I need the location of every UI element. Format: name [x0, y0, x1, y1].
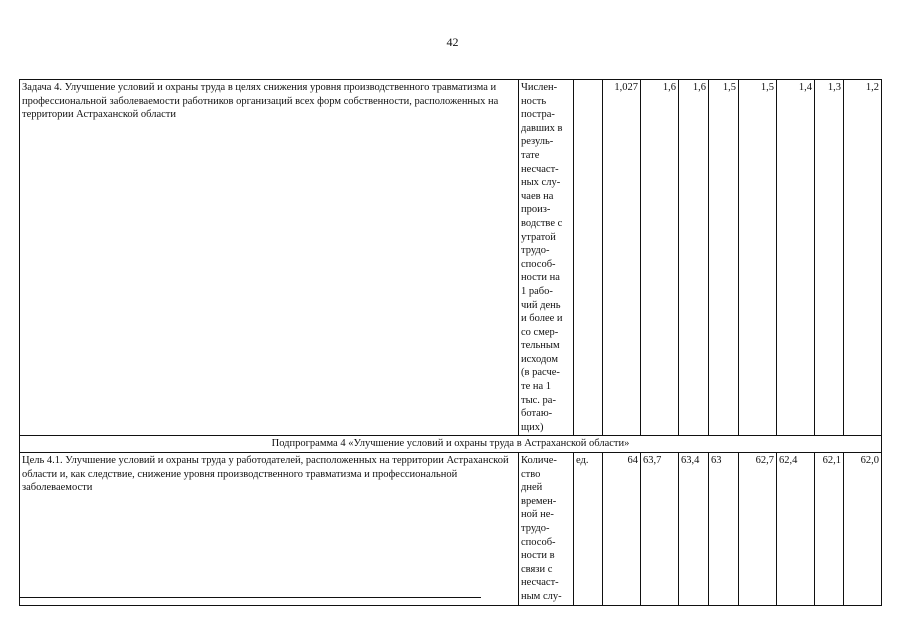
- goal-indicator: Количе- ство дней времен- ной не- трудо- способ- ности в связи с несчаст- ным слу-: [519, 453, 574, 606]
- task-value-4: 1,5: [709, 80, 739, 436]
- subprogram-title: Подпрограмма 4 «Улучшение условий и охраны труда в Астраханской области»: [20, 436, 882, 453]
- task-value-3: 1,6: [679, 80, 709, 436]
- goal-value-2: 63,7: [641, 453, 679, 606]
- goal-value-4: 63: [709, 453, 739, 606]
- goal-value-7: 62,1: [815, 453, 844, 606]
- goal-value-3: 63,4: [679, 453, 709, 606]
- page-number: 42: [446, 35, 459, 49]
- task-row: [20, 80, 882, 436]
- goal-row: [20, 453, 882, 606]
- task-value-6: 1,4: [777, 80, 815, 436]
- goal-value-8: 62,0: [844, 453, 882, 606]
- task-value-7: 1,3: [815, 80, 844, 436]
- goal-value-1: 64: [603, 453, 641, 606]
- subprogram-row: [20, 436, 882, 453]
- goal-value-6: 62,4: [777, 453, 815, 606]
- task-unit: [574, 80, 603, 436]
- task-value-2: 1,6: [641, 80, 679, 436]
- goal-unit: ед.: [574, 453, 603, 606]
- task-indicator: Числен- ность постра- давших в резуль- тате несчаст- ных слу- чаев на произ- водстве с утратой трудо- способ- ности на 1 рабо- чий день и более и со смер- тельным исходом (в расче- те на 1 тыс. ра- ботаю- щих): [519, 80, 574, 436]
- task-description: Задача 4. Улучшение условий и охраны труда в целях снижения уровня производственного травматизма и профессиональной заболеваемости работников организаций всех форм собственности, расположенных на территории Астраханской области: [20, 80, 519, 436]
- goal-value-5: 62,7: [739, 453, 777, 606]
- task-value-1: 1,027: [603, 80, 641, 436]
- task-value-8: 1,2: [844, 80, 882, 436]
- table-bottom-rule: [19, 597, 481, 598]
- indicators-table: [19, 79, 882, 606]
- task-value-5: 1,5: [739, 80, 777, 436]
- goal-description: Цель 4.1. Улучшение условий и охраны труда у работодателей, расположенных на территории Астраханской области и, как следствие, снижение уровня производственного травматизма и профессиональной заболеваемости: [20, 453, 519, 606]
